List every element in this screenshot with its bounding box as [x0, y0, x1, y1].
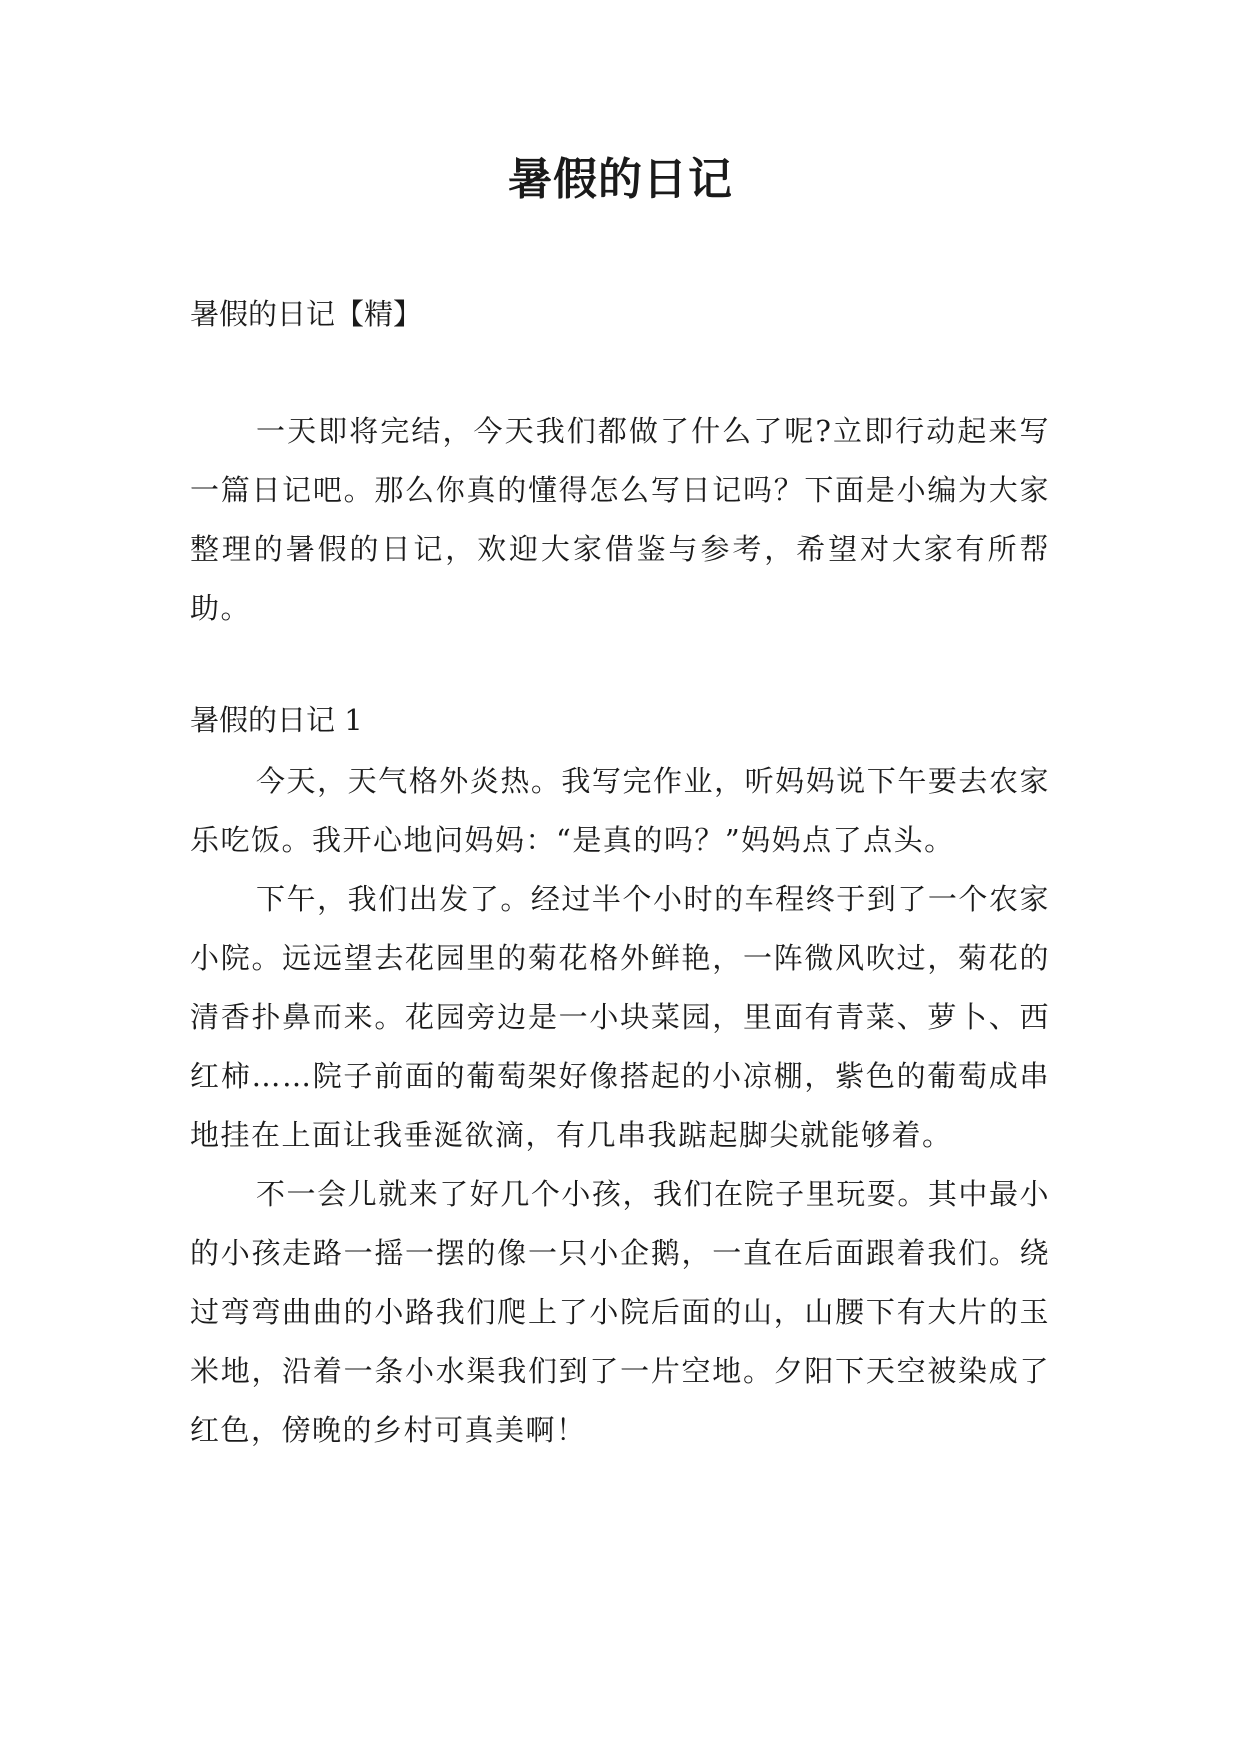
document-title: 暑假的日记 — [508, 154, 733, 205]
intro-paragraph: 一天即将完结，今天我们都做了什么了呢?立即行动起来写一篇日记吧。那么你真的懂得怎么写日记吗？下面是小编为大家整理的暑假的日记，欢迎大家借鉴与参考，希望对大家有所帮助。 — [190, 414, 1050, 625]
body-paragraph: 今天，天气格外炎热。我写完作业，听妈妈说下午要去农家乐吃饭。我开心地问妈妈：“是真的吗？”妈妈点了点头。 — [190, 764, 1050, 857]
body-paragraph: 不一会儿就来了好几个小孩，我们在院子里玩耍。其中最小的小孩走路一摇一摆的像一只小企鹅，一直在后面跟着我们。绕过弯弯曲曲的小路我们爬上了小院后面的山，山腰下有大片的玉米地，沿着一条小水渠我们到了一片空地。夕阳下天空被染成了红色，傍晚的乡村可真美啊！ — [190, 1177, 1050, 1447]
document-subtitle: 暑假的日记【精】 — [190, 297, 423, 331]
intro-block — [190, 402, 1050, 638]
diary-body — [190, 752, 1050, 1460]
section-heading: 暑假的日记 1 — [190, 703, 363, 737]
body-paragraph: 下午，我们出发了。经过半个小时的车程终于到了一个农家小院。远远望去花园里的菊花格外鲜艳，一阵微风吹过，菊花的清香扑鼻而来。花园旁边是一小块菜园，里面有青菜、萝卜、西红柿……院子前面的葡萄架好像搭起的小凉棚，紫色的葡萄成串地挂在上面让我垂涎欲滴，有几串我踮起脚尖就能够着。 — [190, 882, 1050, 1152]
